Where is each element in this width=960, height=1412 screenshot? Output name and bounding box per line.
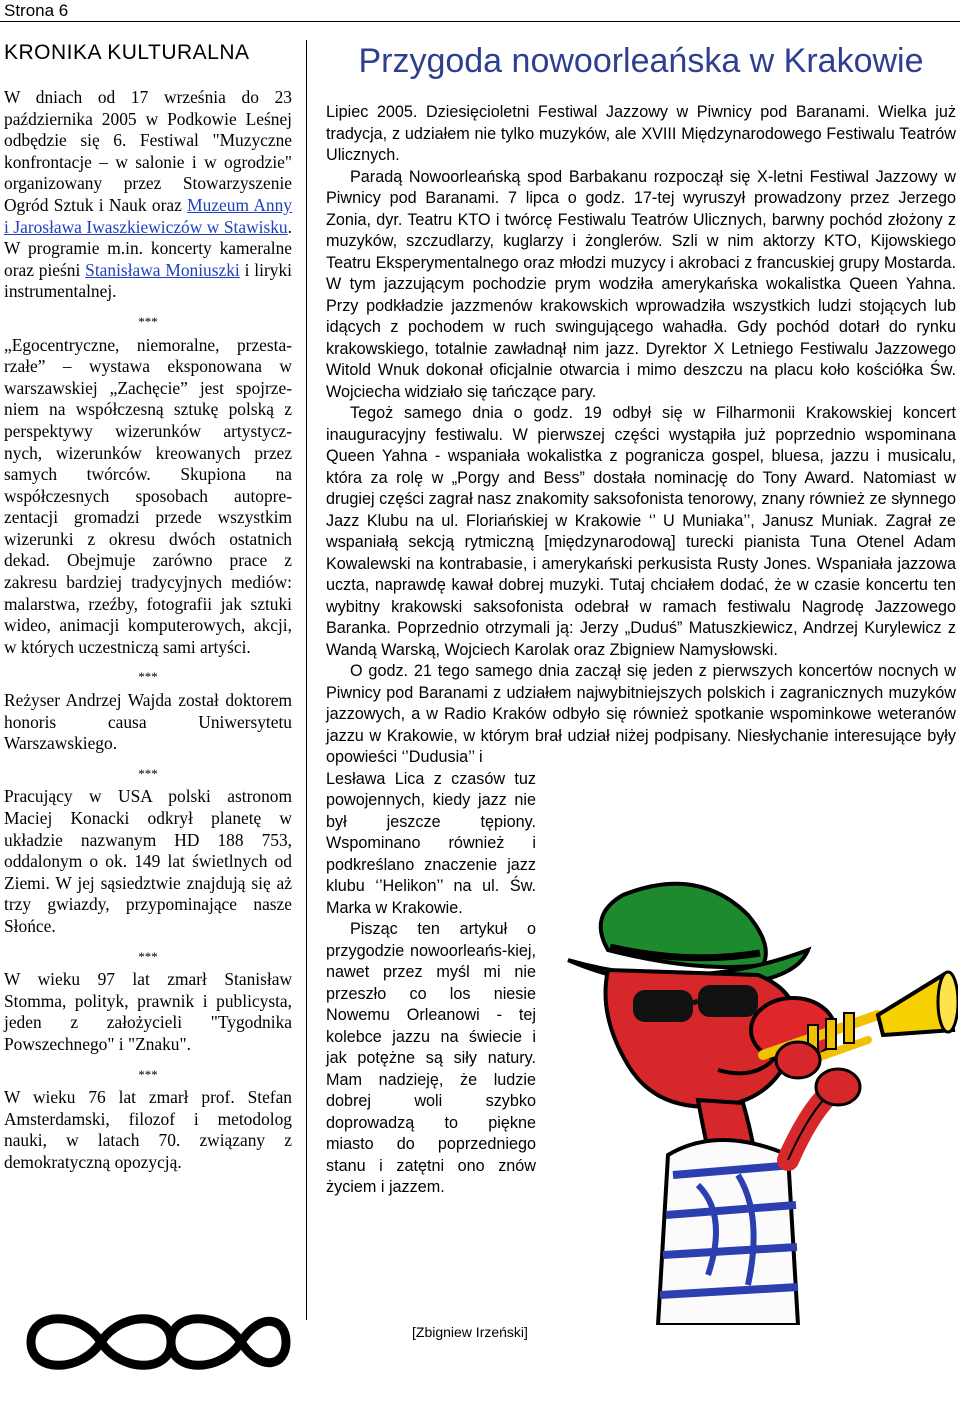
page-number: Strona 6 [4, 1, 69, 20]
article-paragraph-5: Pisząc ten artykuł o przygodzie nowoorleańs-kiej, nawet przez myśl mi nie przeszło co los niesie Nowemu Orleanowi - tej kolebce jazzu na świecie i jak potężne są siły natury. Mam nadzieję, że ludzie dobrej woli szybko doprowadzą to piękne miasto do poprzedniego stanu i zatętni ono znów życiem i jazzem. [326, 920, 536, 1196]
moniuszko-link[interactable]: Stanisława Moniuszki [85, 259, 240, 280]
article-paragraph-4-continued: Lesława Lica z czasów tuz powojennych, kiedy jazz nie był jeszcze tępiony. Wspominano również i podkreślano znaczenie jazz klubu ‘’Helikon’’ na ul. Św. Marka w Krakowie. [326, 769, 536, 917]
museum-link[interactable]: Muzeum Anny i Jarosława Iwaszkiewiczów w Stawisku [4, 194, 292, 237]
header-rule [0, 21, 960, 22]
article-title: Przygoda nowoorleańska w Krakowie [358, 42, 924, 80]
separator-stars: *** [138, 765, 158, 781]
column-divider [306, 40, 307, 1320]
article-paragraph-4: O godz. 21 tego samego dnia zaczął się jeden z pierwszych koncertów nocnych w Piwnicy pod Baranami z udziałem najwybitniejszych polskich i zagranicznych muzyków jazzowych, a w Radio Kraków odbyło się również spotkanie wspominkowe weteranów jazzu w Krakowie, w którym brał udział niżej podpisany. Niesłychanie interesujące były opowieści ‘’Dudusia’’ i [326, 662, 956, 766]
chronicle-item-stomma: W wieku 97 lat zmarł Stanisław Stomma, polityk, prawnik i publicysta, jeden z założycieli "Tygodnika Powszechnego" i "Znaku". [4, 969, 292, 1054]
chronicle-item-wajda: Reżyser Andrzej Wajda został doktorem honoris causa Uniwersytetu Warszawskiego. [4, 690, 292, 754]
chronicle-item-exhibition: „Egocentryczne, niemoralne, przesta-rzałe” – wystawa eksponowana w warszawskiej „Zachęcie” jest spojrze-niem na współczesną sztukę polską z perspektywy wizerunków artystycz-nych, wizerunków kreowanych przez samych twórców. Skupiona na współczesnych sposobach autopre-zentacji gromadzi przede wszystkim wizerunki z okresu dwóch ostatnich dekad. Obejmuje zarówno prace z zakresu bardziej tradycyjnych mediów: malarstwa, rzeźby, fotografii jak sztuki wideo, animacji komputerowych, akcji, w których uczestniczą sami artyści. [4, 334, 292, 657]
separator-stars: *** [138, 313, 158, 329]
article-paragraph-1: Lipiec 2005. Dziesięcioletni Festiwal Jazzowy w Piwnicy pod Baranami. Wielka już tradycja, z udziałem nie tylko muzyków, ale XVIII Międzynarodowego Festiwalu Teatrów Ulicznych. [326, 103, 956, 164]
infinity-ornament-icon [6, 1296, 296, 1388]
chronicle-item-festival: W dniach od 17 września do 23 października 2005 w Podkowie Leśnej odbędzie się 6. Festiwal "Muzyczne konfrontacje – w salonie i w ogrodzie" organizowany przez Stowarzyszenie Ogród Sztuk i Nauk oraz Muzeum Anny i Jarosława Iwaszkiewiczów w Stawisku. W programie m.in. koncerty kameralne oraz pieśni Stanisława Moniuszki i liryki instrumentalnej. [4, 87, 292, 302]
jazz-trumpeter-illustration [548, 855, 958, 1325]
chronicle-title: KRONIKA KULTURALNA [4, 41, 250, 64]
article-paragraph-3: Tegoż samego dnia o godz. 19 odbył się w Filharmonii Krakowskiej koncert inauguracyjny festiwalu. W pierwszej części wystąpiła już poprzednio wspominana Queen Yahna - wspaniała wokalistka z pogranicza gospel, bluesa, jazzu i musicalu, która za rolę w „Porgy and Bess” dostała nominację do Tony Award. Natomiast w drugiej części zagrał nasz znakomity saksofonista tenorowy, znany również ze słynnego Jazz Klubu na ul. Floriańskiej w Krakowie ‘’ U Muniaka’’, Janusz Muniak. Zagrał ze wspaniałą sekcją rytmiczną [międzynarodową] turecki pianista Tuna Otenel Adam Kowalewski na kontrabasie, i amerykański perkusista Rusty Jones. Wspaniała jazzowa uczta, naprawdę kawał dobrej muzyki. Tutaj chciałem dodać, że w czasie koncertu ten wybitny krakowski saksofonista odebrał w ramach festiwalu Nagrodę Jazzowego Baranka. Poprzednio otrzymali ją: Jerzy „Duduś” Matuszkiewicz, Andrzej Kurylewicz z Wandą Warską, Wojciech Karolak oraz Zbigniew Namysłowski. [326, 404, 956, 659]
page-header [0, 0, 960, 22]
separator-stars: *** [138, 669, 158, 685]
separator-stars: *** [138, 948, 158, 964]
article-signature: [Zbigniew Irzeński] [412, 1324, 528, 1340]
article-paragraph-2: Paradą Nowoorleańską spod Barbakanu rozpoczął się X-letni Festiwal Jazzowy w Piwnicy pod Baranami. 7 lipca o godz. 17-tej wyruszył prowadzony przez Jerzego Zonia, dyr. Teatru KTO i twórcę Festiwalu Teatrów Ulicznych, barwny pochód złożony z muzyków, szczudlarzy, kuglarzy i żonglerów. Szli w nim aktorzy KTO, Kijowskiego Teatru Eksperymentalnego oraz młodzi muzycy i akrobaci z francuskiej grupy Mostarda. W tym jazzującym pochodzie prym wodziła amerykańska wokalistka Queen Yahna. Przy podkładzie jazzmenów krakowskich wprowadziła wszystkich ludzi stojących lub idących z pochodem w ruch swingującego wahadła. Gdy pochód dotarł do rynku krakowskiego, totalnie zawładnął nim jazz. Dyrektor X Letniego Festiwalu Jazzowego Witold Wnuk dokonał oficjalnie otwarcia i mimo deszczu na placu koło kościółka Św. Wojciecha widziało się tańczące pary. [326, 167, 956, 401]
chronicle-item-astronom: Pracujący w USA polski astronom Maciej Konacki odkrył planetę w układzie nazwanym HD 188 753, oddalonym o ok. 149 lat świetlnych od Ziemi. W jej sąsiedztwie znajdują się aż trzy gwiazdy, przypominające nasze Słońce. [4, 786, 292, 936]
separator-stars: *** [138, 1066, 158, 1082]
culture-chronicle-column [4, 40, 292, 1174]
chronicle-item-amsterdamski: W wieku 76 lat zmarł prof. Stefan Amsterdamski, filozof i metodolog nauki, w latach 70. związany z demokratyczną opozycją. [4, 1087, 292, 1172]
